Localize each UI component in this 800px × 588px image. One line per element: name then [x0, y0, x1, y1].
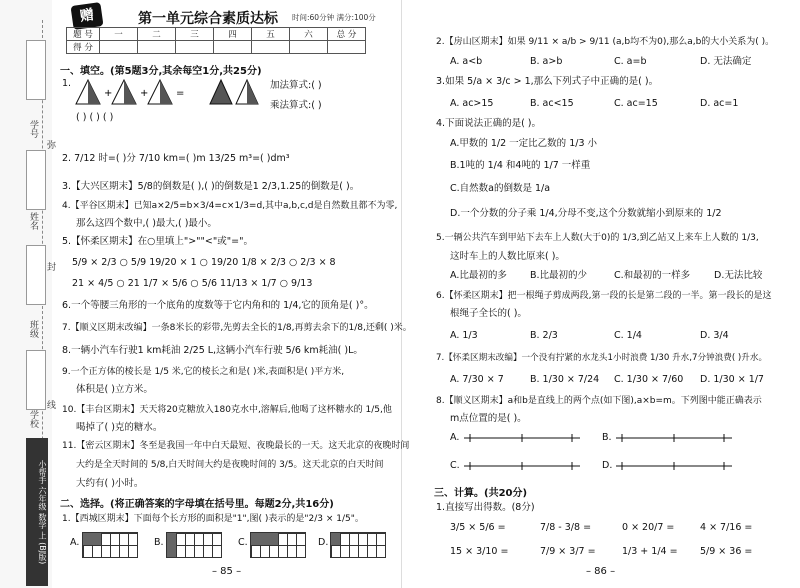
- score-cell: 六: [290, 28, 328, 41]
- q4-line1: 4.【平谷区期末】已知a×2/5=b×3/4=c×1/3=d,其中a,b,c,d是自然数且都不为零,: [62, 201, 398, 211]
- option-c-label[interactable]: C.: [450, 460, 460, 471]
- option-b-label: B.: [154, 537, 164, 548]
- calc-item[interactable]: 3/5 × 5/6 =: [450, 522, 506, 533]
- page-number-right: – 86 –: [586, 566, 616, 577]
- score-cell: 四: [214, 28, 252, 41]
- q2: 2. 7/12 时=( )分 7/10 km=( )m 13/25 m³=( )dm³: [62, 153, 290, 164]
- option[interactable]: C. a=b: [614, 56, 647, 67]
- number-line-a[interactable]: [462, 428, 582, 450]
- calc-q1: 1.直接写出得数。(8分): [436, 502, 535, 513]
- q10-line1: 10.【丰台区期末】天天将20克糖放入180克水中,溶解后,他喝了这杯糖水的 1/5,他: [62, 405, 392, 415]
- exam-meta: 时间:60分钟 满分:100分: [292, 13, 376, 22]
- q5-row1: 5/9 × 2/3 ○ 5/9 19/20 × 1 ○ 19/20 1/8 × 2/3 ○ 2/3 × 8: [72, 257, 336, 268]
- option[interactable]: D. 无法确定: [700, 56, 752, 67]
- triangle-result-figure: [208, 76, 264, 106]
- score-cell: 一: [100, 28, 138, 41]
- score-input[interactable]: [214, 41, 252, 54]
- number-line-b[interactable]: [614, 428, 734, 450]
- q1-add: 加法算式:( ): [270, 80, 322, 91]
- option-b-label[interactable]: B.: [602, 432, 612, 443]
- q11-line1: 11.【密云区期末】冬至是我国一年中白天最短、夜晚最长的一天。这天北京的夜晚时间: [62, 441, 410, 451]
- choice-q2-options: [450, 56, 790, 68]
- q7: 7.【顺义区期末改编】一条8米长的彩带,先剪去全长的1/8,再剪去余下的1/8,还剩( )米。: [62, 323, 412, 333]
- q1-number: 1.: [62, 78, 72, 89]
- choice-q2: 2.【房山区期末】如果 9/11 × a/b > 9/11 (a,b均不为0),那么a,b的大小关系为( )。: [436, 37, 775, 47]
- choice-q5-line2: 这时车上的人数比原来( )。: [450, 251, 565, 262]
- choice-q4-b[interactable]: B.1吨的 1/4 和4吨的 1/7 一样重: [450, 160, 591, 171]
- option-a-grid[interactable]: [82, 532, 138, 558]
- choice-q6-line1: 6.【怀柔区期末】把一根绳子剪成两段,第一段的长是第二段的一半。第一段长的是这: [436, 291, 772, 301]
- q1-mul: 乘法算式:( ): [270, 100, 322, 111]
- cut-mark: 弥: [45, 140, 55, 149]
- score-cell: 三: [176, 28, 214, 41]
- calc-item[interactable]: 1/3 + 1/4 =: [622, 546, 678, 557]
- calc-item[interactable]: 7/8 - 3/8 =: [540, 522, 592, 533]
- option[interactable]: A. ac>15: [450, 98, 494, 109]
- choice-q3-options: [450, 98, 738, 110]
- option[interactable]: B. 2/3: [530, 330, 558, 341]
- calc-item[interactable]: 7/9 × 3/7 =: [540, 546, 596, 557]
- option[interactable]: C. 1/30 × 7/60: [614, 374, 684, 385]
- cut-mark: 封: [45, 262, 55, 271]
- score-input[interactable]: [290, 41, 328, 54]
- option-c-label: C.: [238, 537, 248, 548]
- score-table: [66, 27, 366, 54]
- choice-q8-line2: m点位置的是( )。: [450, 413, 527, 424]
- choice-q1: 1.【西城区期末】下面每个长方形的面积是"1",图( )表示的是"2/3 × 1/5"。: [62, 514, 364, 524]
- option[interactable]: C. ac=15: [614, 98, 658, 109]
- option-a-label: A.: [70, 537, 80, 548]
- name-label: 姓名: [28, 212, 38, 230]
- cut-mark: 线: [45, 400, 55, 409]
- option-d-label: D.: [318, 537, 329, 548]
- class-label: 班级: [28, 320, 38, 338]
- score-input[interactable]: [138, 41, 176, 54]
- q9-line2: 体积是( )立方米。: [76, 384, 153, 395]
- choice-q3: 3.如果 5/a × 3/c > 1,那么下列式子中正确的是( )。: [436, 76, 659, 87]
- school-label: 学校: [28, 410, 38, 428]
- option[interactable]: C.和最初的一样多: [614, 270, 691, 281]
- q11-line2: 大约是全天时间的 5/8,白天时间大约是夜晚时间的 3/5。这天北京的白天时间: [76, 460, 384, 470]
- q3: 3.【大兴区期末】5/8的倒数是( ),( )的倒数是1 2/3,1.25的倒数是( )。: [62, 181, 360, 192]
- option-d-label[interactable]: D.: [602, 460, 613, 471]
- option-c-grid[interactable]: [250, 532, 306, 558]
- choice-q8-line1: 8.【顺义区期末】a和b是直线上的两个点(如下图),a×b=m。下列图中能正确表示: [436, 396, 762, 406]
- calc-item[interactable]: 4 × 7/16 =: [700, 522, 753, 533]
- score-input[interactable]: [100, 41, 138, 54]
- score-cell: 二: [138, 28, 176, 41]
- q8: 8.一辆小汽车行驶1 km耗油 2/25 L,这辆小汽车行驶 5/6 km耗油( )L。: [62, 345, 363, 356]
- brand-strip: 小帮手 六年级 数学 上 (BJ版): [26, 438, 48, 586]
- q10-line2: 喝掉了( )克的糖水。: [76, 422, 163, 433]
- option[interactable]: A.比最初的多: [450, 270, 507, 281]
- q9-line1: 9.一个正方体的棱长是 1/5 米,它的棱长之和是( )米,表面积是( )平方米,: [62, 367, 345, 377]
- score-cell: 五: [252, 28, 290, 41]
- option[interactable]: B. a>b: [530, 56, 563, 67]
- option[interactable]: B. ac<15: [530, 98, 574, 109]
- option-a-label[interactable]: A.: [450, 432, 460, 443]
- option[interactable]: D. 1/30 × 1/7: [700, 374, 764, 385]
- number-line-d[interactable]: [614, 456, 734, 478]
- score-value-row: [67, 41, 366, 54]
- number-line-c[interactable]: [462, 456, 582, 478]
- option-d-grid[interactable]: [330, 532, 386, 558]
- choice-q7: 7.【怀柔区期末改编】一个没有拧紧的水龙头1小时浪费 1/30 升水,7分钟浪费( )升水。: [436, 353, 768, 363]
- score-cell: 得 分: [67, 41, 100, 54]
- choice-q4-a[interactable]: A.甲数的 1/2 一定比乙数的 1/3 小: [450, 138, 598, 149]
- q11-line3: 大约有( )小时。: [76, 478, 144, 489]
- q5-row2: 21 × 4/5 ○ 21 1/7 × 5/6 ○ 5/6 11/13 × 1/7 ○ 9/13: [72, 278, 313, 289]
- option[interactable]: B. 1/30 × 7/24: [530, 374, 600, 385]
- right-page: [402, 0, 800, 588]
- option[interactable]: A. 1/3: [450, 330, 478, 341]
- page-number-left: – 85 –: [212, 566, 242, 577]
- option[interactable]: D. 3/4: [700, 330, 729, 341]
- q4-line2: 那么这四个数中,( )最大,( )最小。: [76, 218, 217, 229]
- svg-text:=: =: [176, 88, 185, 99]
- svg-text:+: +: [140, 88, 149, 99]
- score-input[interactable]: [176, 41, 214, 54]
- choice-q5-options: [450, 270, 762, 282]
- calc-item[interactable]: 5/9 × 36 =: [700, 546, 753, 557]
- choice-q5-line1: 5.一辆公共汽车到甲站下去车上人数(大于0)的 1/3,到乙站又上来车上人数的 1/3,: [436, 233, 759, 243]
- calc-item[interactable]: 0 × 20/7 =: [622, 522, 675, 533]
- student-id-label: 学号: [28, 120, 38, 138]
- option[interactable]: A. a<b: [450, 56, 483, 67]
- triangle-figure: [74, 76, 206, 106]
- calc-item[interactable]: 15 × 3/10 =: [450, 546, 509, 557]
- score-input[interactable]: [252, 41, 290, 54]
- section-fill-in: 一、填空。(第5题3分,其余每空1分,共25分): [60, 66, 262, 77]
- q6: 6.一个等腰三角形的一个底角的度数等于它内角和的 1/4,它的顶角是( )°。: [62, 300, 374, 311]
- gift-badge: 赠: [70, 2, 103, 30]
- score-cell: 题 号: [67, 28, 100, 41]
- q1-blanks: ( ) ( ) ( ): [76, 112, 114, 123]
- choice-q6-line2: 根绳子全长的( )。: [450, 308, 527, 319]
- score-input[interactable]: [328, 41, 366, 54]
- option[interactable]: A. 7/30 × 7: [450, 374, 504, 385]
- page-title: 第一单元综合素质达标: [138, 11, 278, 27]
- score-cell: 总 分: [328, 28, 366, 41]
- choice-q4-d[interactable]: D.一个分数的分子乘 1/4,分母不变,这个分数就缩小到原来的 1/2: [450, 208, 722, 219]
- section-choice: 二、选择。(将正确答案的字母填在括号里。每题2分,共16分): [60, 499, 334, 510]
- option[interactable]: B.比最初的少: [530, 270, 588, 281]
- option-b-grid[interactable]: [166, 532, 222, 558]
- option[interactable]: D. ac=1: [700, 98, 739, 109]
- choice-q6-options: [450, 330, 729, 342]
- q5: 5.【怀柔区期末】在○里填上">""<"或"="。: [62, 236, 253, 247]
- choice-q7-options: [450, 374, 764, 386]
- score-header-row: [67, 28, 366, 41]
- option[interactable]: D.无法比较: [714, 270, 763, 281]
- svg-text:+: +: [104, 88, 113, 99]
- section-calculation: 三、计算。(共20分): [434, 488, 528, 499]
- option[interactable]: C. 1/4: [614, 330, 642, 341]
- choice-q4: 4.下面说法正确的是( )。: [436, 118, 541, 129]
- choice-q4-c[interactable]: C.自然数a的倒数是 1/a: [450, 183, 551, 194]
